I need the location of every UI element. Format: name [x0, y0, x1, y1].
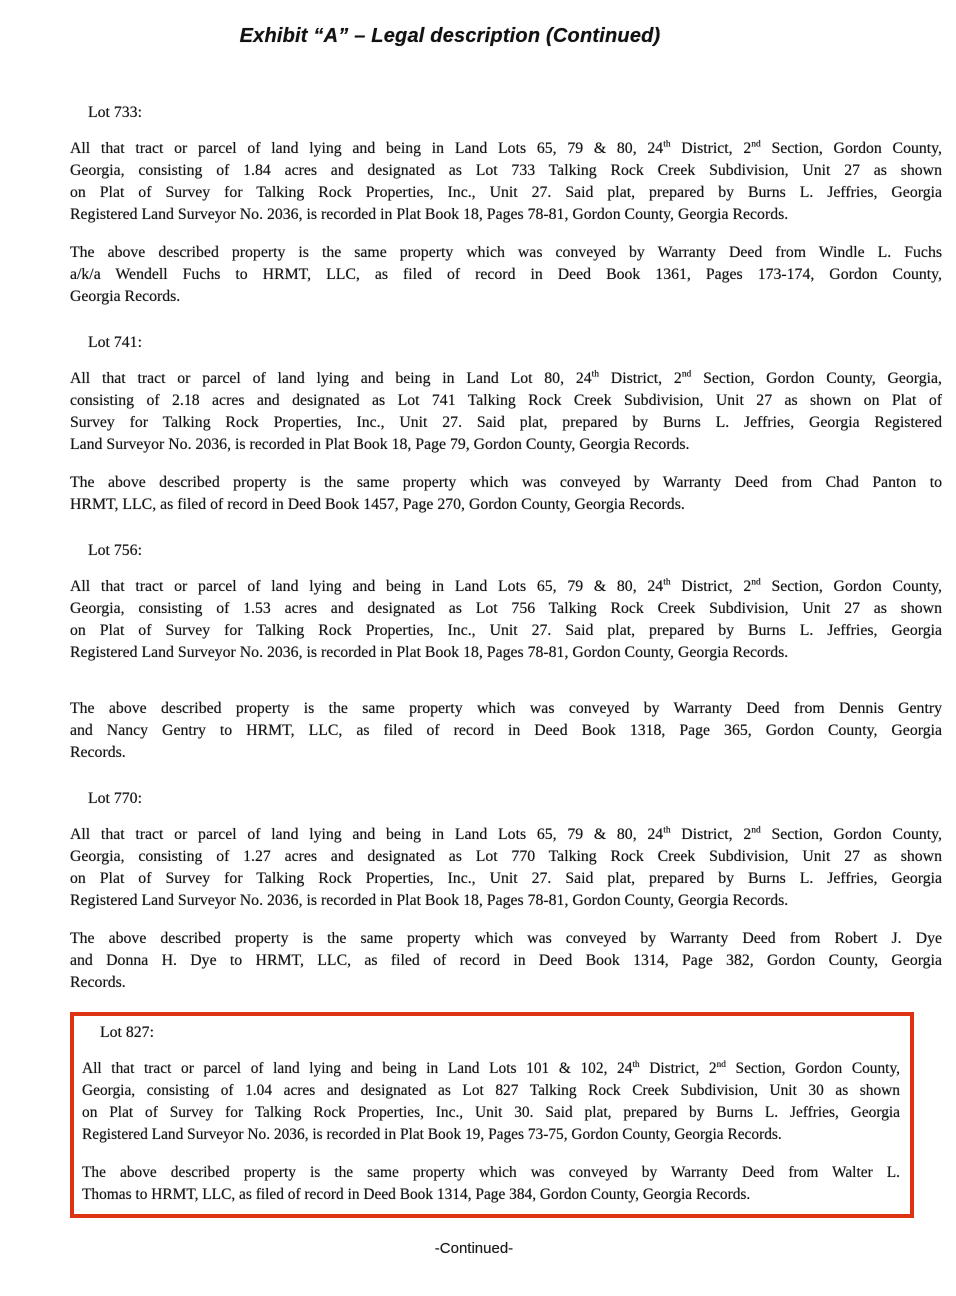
- text-line: Registered Land Surveyor No. 2036, is recorded in Plat Book 18, Pages 78-81, Gordon County, Georgia Records.: [70, 644, 789, 661]
- text-line: Georgia, consisting of 1.04 acres and designated as Lot 827 Talking Rock Creek Subdivision, Unit 30 as shown: [82, 1082, 900, 1099]
- text-line: Georgia, consisting of 1.53 acres and designated as Lot 756 Talking Rock Creek Subdivision, Unit 27 as shown: [70, 600, 942, 617]
- lot-paragraph: [70, 824, 942, 912]
- text-line: on Plat of Survey for Talking Rock Properties, Inc., Unit 27. Said plat, prepared by Burns L. Jeffries, Georgia: [70, 184, 942, 201]
- text-line: on Plat of Survey for Talking Rock Properties, Inc., Unit 30. Said plat, prepared by Burns L. Jeffries, Georgia: [82, 1104, 900, 1121]
- highlight-box-lot-827: [70, 1012, 914, 1218]
- lot-section-733: [70, 104, 942, 308]
- lot-paragraph: [70, 472, 942, 516]
- text-line: Georgia, consisting of 1.27 acres and designated as Lot 770 Talking Rock Creek Subdivision, Unit 27 as shown: [70, 848, 942, 865]
- lot-label: Lot 756:: [88, 542, 142, 559]
- lot-paragraph: [70, 242, 942, 308]
- lot-paragraph: [70, 576, 942, 664]
- text-line: All that tract or parcel of land lying and being in Land Lots 65, 79 & 80, 24th District, 2nd Section, Gordon County,: [70, 577, 943, 595]
- text-line: Records.: [70, 974, 126, 991]
- lot-paragraph: [82, 1162, 900, 1206]
- text-line: consisting of 2.18 acres and designated as Lot 741 Talking Rock Creek Subdivision, Unit 27 as shown on Plat of: [70, 392, 942, 409]
- document-body: [0, 104, 956, 1257]
- lot-paragraph: [82, 1058, 900, 1146]
- text-line: Georgia Records.: [70, 288, 181, 305]
- text-line: All that tract or parcel of land lying and being in Land Lots 101 & 102, 24th District, 2nd Section, Gordon County,: [82, 1058, 900, 1077]
- lot-paragraph: [70, 698, 942, 764]
- text-line: The above described property is the same property which was conveyed by Warranty Deed from Windle L. Fuchs: [70, 244, 942, 261]
- text-line: Land Surveyor No. 2036, is recorded in Plat Book 18, Page 79, Gordon County, Georgia Records.: [70, 436, 690, 453]
- text-line: Registered Land Surveyor No. 2036, is recorded in Plat Book 18, Pages 78-81, Gordon County, Georgia Records.: [70, 892, 789, 909]
- text-line: The above described property is the same property which was conveyed by Warranty Deed from Chad Panton to: [70, 474, 942, 491]
- lot-section-741: [70, 334, 942, 516]
- text-line: Thomas to HRMT, LLC, as filed of record in Deed Book 1314, Page 384, Gordon County, Georgia Records.: [82, 1186, 751, 1203]
- text-line: All that tract or parcel of land lying and being in Land Lots 65, 79 & 80, 24th District, 2nd Section, Gordon County,: [70, 825, 943, 843]
- text-line: a/k/a Wendell Fuchs to HRMT, LLC, as filed of record in Deed Book 1361, Pages 173-174, Gordon County,: [70, 266, 942, 283]
- text-line: Registered Land Surveyor No. 2036, is recorded in Plat Book 18, Pages 78-81, Gordon County, Georgia Records.: [70, 206, 789, 223]
- text-line: Registered Land Surveyor No. 2036, is recorded in Plat Book 19, Pages 73-75, Gordon County, Georgia Records.: [82, 1126, 782, 1143]
- lot-label: Lot 770:: [88, 790, 142, 807]
- lot-paragraph: [70, 368, 942, 456]
- text-line: on Plat of Survey for Talking Rock Properties, Inc., Unit 27. Said plat, prepared by Burns L. Jeffries, Georgia: [70, 870, 942, 887]
- text-line: The above described property is the same property which was conveyed by Warranty Deed from Dennis Gentry: [70, 700, 942, 717]
- text-line: Records.: [70, 744, 126, 761]
- lot-paragraph: [70, 138, 942, 226]
- footer-continued: -Continued-: [434, 1240, 514, 1257]
- lot-label: Lot 741:: [88, 334, 142, 351]
- lot-label: Lot 827:: [100, 1024, 154, 1041]
- text-line: All that tract or parcel of land lying and being in Land Lot 80, 24th District, 2nd Section, Gordon County, Georgia,: [70, 369, 942, 387]
- text-line: on Plat of Survey for Talking Rock Properties, Inc., Unit 27. Said plat, prepared by Burns L. Jeffries, Georgia: [70, 622, 942, 639]
- lot-section-827: [82, 1024, 900, 1206]
- text-line: and Donna H. Dye to HRMT, LLC, as filed of record in Deed Book 1314, Page 382, Gordon County, Georgia: [70, 952, 942, 969]
- page-title: Exhibit “A” – Legal description (Continued): [239, 25, 661, 47]
- text-line: Survey for Talking Rock Properties, Inc., Unit 27. Said plat, prepared by Burns L. Jeffries, Georgia Registered: [70, 414, 942, 431]
- text-line: The above described property is the same property which was conveyed by Warranty Deed from Robert J. Dye: [70, 930, 942, 947]
- text-line: HRMT, LLC, as filed of record in Deed Book 1457, Page 270, Gordon County, Georgia Records.: [70, 496, 685, 513]
- lot-section-756: [70, 542, 942, 764]
- text-line: and Nancy Gentry to HRMT, LLC, as filed of record in Deed Book 1318, Page 365, Gordon County, Georgia: [70, 722, 942, 739]
- lot-paragraph: [70, 928, 942, 994]
- text-line: Georgia, consisting of 1.84 acres and designated as Lot 733 Talking Rock Creek Subdivision, Unit 27 as shown: [70, 162, 942, 179]
- text-line: The above described property is the same property which was conveyed by Warranty Deed from Walter L.: [82, 1164, 900, 1181]
- lot-section-770: [70, 790, 942, 994]
- lot-label: Lot 733:: [88, 104, 142, 121]
- text-line: All that tract or parcel of land lying and being in Land Lots 65, 79 & 80, 24th District, 2nd Section, Gordon County,: [70, 139, 943, 157]
